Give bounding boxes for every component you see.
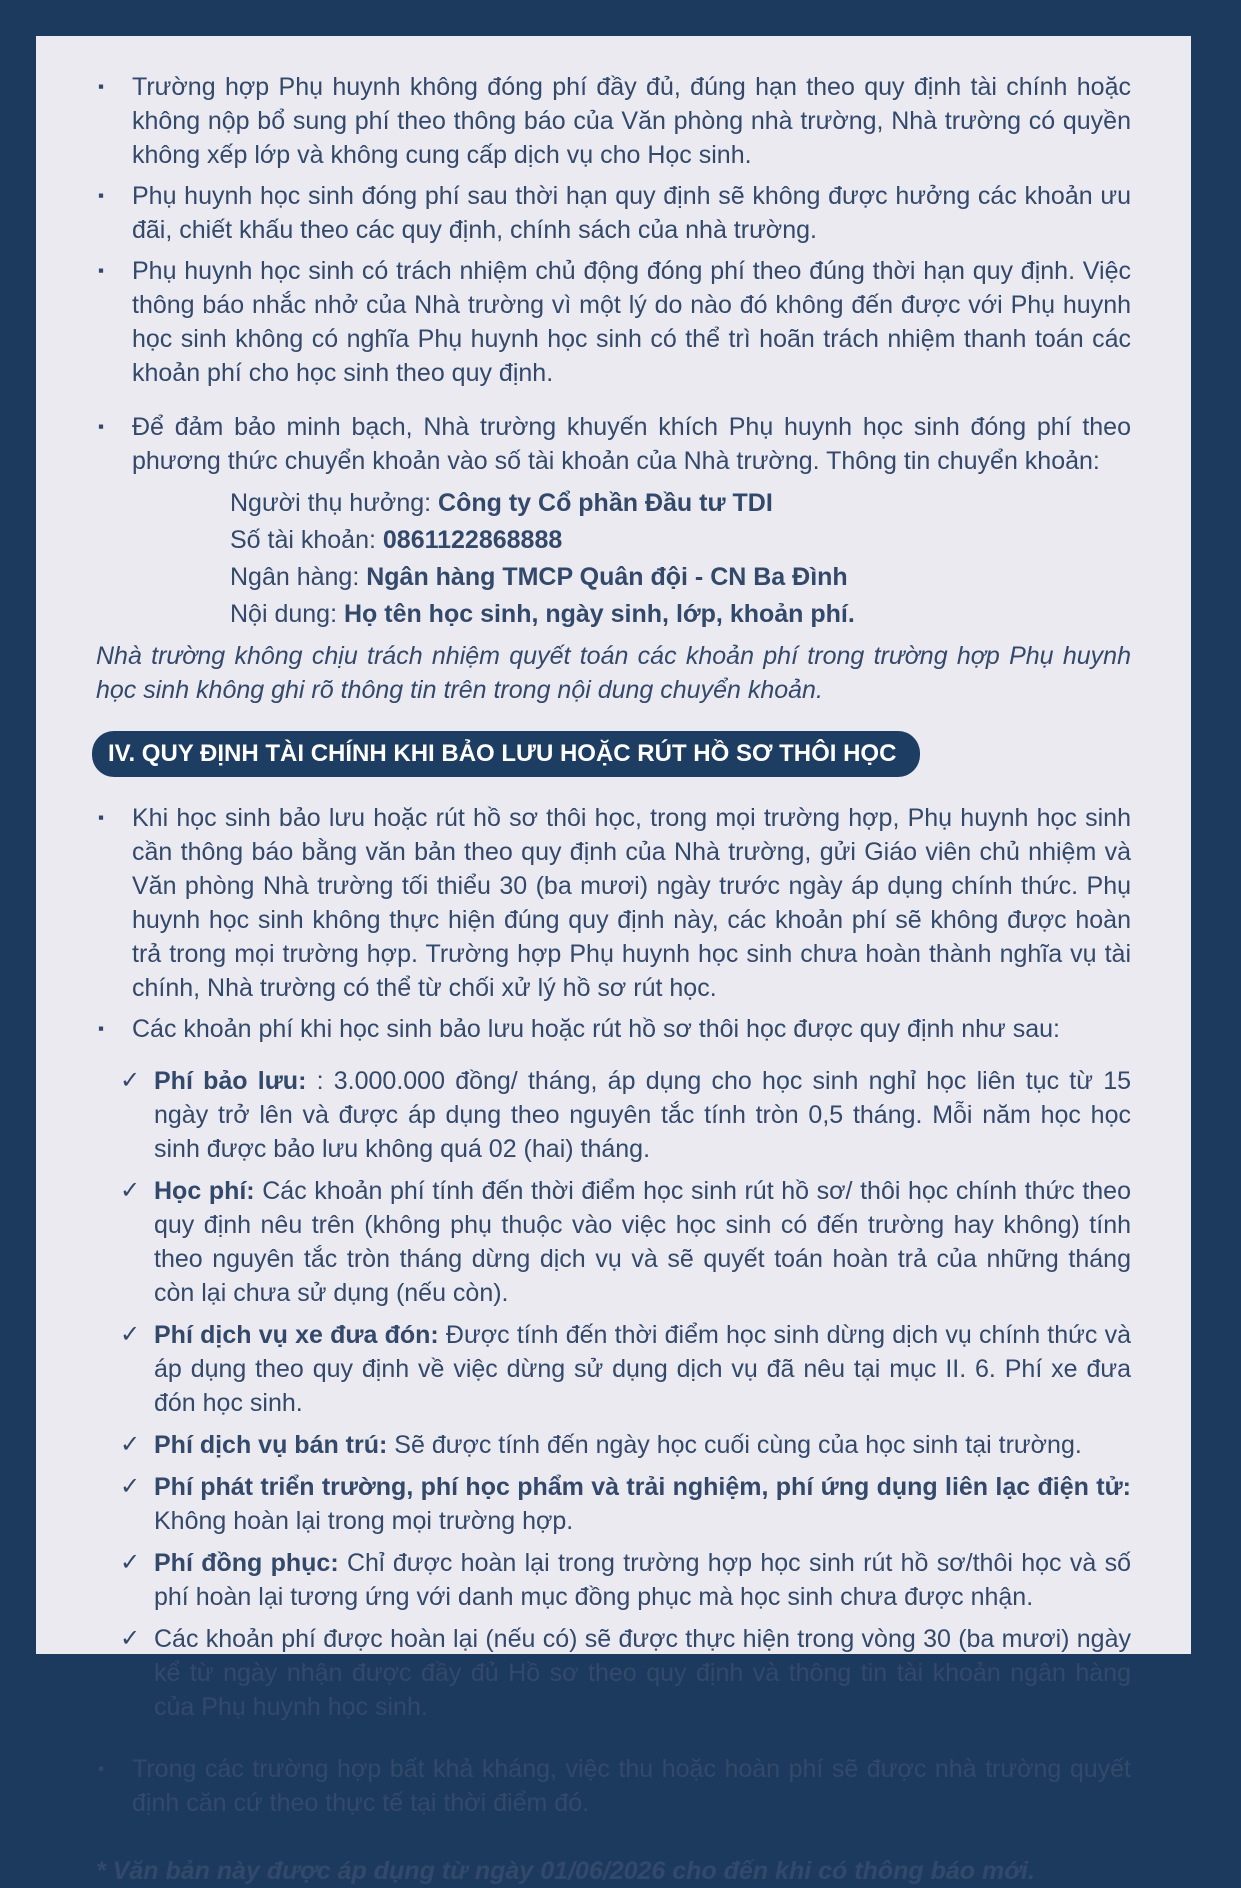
check-icon: ✓ — [120, 1625, 141, 1652]
force-majeure-note-list — [96, 1752, 1131, 1820]
list-item-text: Phụ huynh học sinh đóng phí sau thời hạn quy định sẽ không được hưởng các khoản ưu đãi, chiết khấu theo các quy định, chính sách của nhà trường. — [132, 182, 1131, 244]
transfer-line-value: 0861122868888 — [382, 526, 563, 554]
fee-item — [96, 1546, 1131, 1614]
transfer-line — [230, 522, 1131, 559]
fee-item — [96, 1470, 1131, 1538]
transfer-line-value: Ngân hàng TMCP Quân đội - CN Ba Đình — [366, 563, 848, 591]
check-icon: ✓ — [120, 1067, 141, 1094]
fee-item — [96, 1174, 1131, 1310]
fee-item — [96, 1428, 1131, 1462]
transfer-line-value: Công ty Cổ phần Đầu tư TDI — [438, 489, 773, 517]
fee-item-text: : 3.000.000 đồng/ tháng, áp dụng cho học sinh nghỉ học liên tục từ 15 ngày trở lên và được áp dụng theo nguyên tắc tính tròn 0,5 tháng. Mỗi năm học học sinh được bảo lưu không quá 02 (hai) tháng. — [154, 1067, 1131, 1163]
square-bullet-icon: ▪ — [98, 77, 105, 96]
list-item-text: Trường hợp Phụ huynh không đóng phí đầy đủ, đúng hạn theo quy định tài chính hoặc không nộp bổ sung phí theo thông báo của Văn phòng nhà trường, Nhà trường có quyền không xếp lớp và không cung cấp dịch vụ cho Học sinh. — [132, 73, 1131, 169]
check-icon: ✓ — [120, 1473, 141, 1500]
bank-transfer-info — [230, 485, 1131, 633]
transfer-line-value: Họ tên học sinh, ngày sinh, lớp, khoản phí. — [343, 600, 855, 628]
square-bullet-icon: ▪ — [98, 261, 105, 280]
list-item-text: Để đảm bảo minh bạch, Nhà trường khuyến khích Phụ huynh học sinh đóng phí theo phương thức chuyển khoản vào số tài khoản của Nhà trường. Thông tin chuyển khoản: — [132, 413, 1131, 475]
transfer-line — [230, 596, 1131, 633]
square-bullet-icon: ▪ — [98, 1019, 105, 1038]
section-header-badge — [92, 731, 920, 777]
fee-item-label: Phí bảo lưu: — [154, 1067, 307, 1095]
fee-item — [96, 1622, 1131, 1724]
list-item-text: Trong các trường hợp bất khả kháng, việc thu hoặc hoàn phí sẽ được nhà trường quyết định căn cứ theo thực tế tại thời điểm đó. — [132, 1755, 1131, 1817]
square-bullet-icon: ▪ — [98, 417, 105, 436]
fee-item-label: Học phí: — [154, 1177, 255, 1205]
effective-date-note: * Văn bản này được áp dụng từ ngày 01/06/2026 cho đến khi có thông báo mới. — [96, 1857, 1035, 1885]
fee-item-text: Không hoàn lại trong mọi trường hợp. — [154, 1507, 574, 1535]
fee-item-text: Các khoản phí được hoàn lại (nếu có) sẽ được thực hiện trong vòng 30 (ba mươi) ngày kể từ ngày nhận được đầy đủ Hồ sơ theo quy định và thông tin tài khoản ngân hàng của Phụ huynh học sinh. — [154, 1625, 1131, 1721]
fee-item-label: Phí đồng phục: — [154, 1549, 339, 1577]
withdrawal-rules-list — [96, 801, 1131, 1046]
transfer-disclaimer: Nhà trường không chịu trách nhiệm quyết toán các khoản phí trong trường hợp Phụ huynh học sinh không ghi rõ thông tin trên trong nội dung chuyển khoản. — [96, 642, 1131, 704]
fee-item-text: Chỉ được hoàn lại trong trường hợp học sinh rút hồ sơ/thôi học và số phí hoàn lại tương ứng với danh mục đồng phục mà học sinh chưa được nhận. — [154, 1549, 1131, 1611]
list-item — [96, 254, 1131, 390]
transfer-line-label: Số tài khoản: — [230, 526, 383, 554]
list-item — [96, 801, 1131, 1005]
payment-rules-list — [96, 70, 1131, 478]
section-header-title: IV. QUY ĐỊNH TÀI CHÍNH KHI BẢO LƯU HOẶC RÚT HỒ SƠ THÔI HỌC — [108, 740, 897, 767]
transfer-line-label: Ngân hàng: — [230, 563, 367, 591]
fee-item-label: Phí dịch vụ bán trú: — [154, 1431, 388, 1459]
transfer-line — [230, 559, 1131, 596]
fee-item-text: Sẽ được tính đến ngày học cuối cùng của học sinh tại trường. — [387, 1431, 1082, 1459]
list-item-text: Các khoản phí khi học sinh bảo lưu hoặc rút hồ sơ thôi học được quy định như sau: — [132, 1015, 1060, 1043]
list-item — [96, 179, 1131, 247]
transfer-line-label: Người thụ hưởng: — [230, 489, 439, 517]
document-page — [36, 36, 1191, 1885]
list-item-text: Khi học sinh bảo lưu hoặc rút hồ sơ thôi học, trong mọi trường hợp, Phụ huynh học sinh cần thông báo bằng văn bản theo quy định của Nhà trường, gửi Giáo viên chủ nhiệm và Văn phòng Nhà trường tối thiểu 30 (ba mươi) ngày trước ngày áp dụng chính thức. Phụ huynh học sinh không thực hiện đúng quy định này, các khoản phí sẽ không được hoàn trả trong mọi trường hợp. Trường hợp Phụ huynh học sinh chưa hoàn thành nghĩa vụ tài chính, Nhà trường có thể từ chối xử lý hồ sơ rút học. — [132, 804, 1131, 1002]
list-item-text: Phụ huynh học sinh có trách nhiệm chủ động đóng phí theo đúng thời hạn quy định. Việc thông báo nhắc nhở của Nhà trường vì một lý do nào đó không đến được với Phụ huynh học sinh không có nghĩa Phụ huynh học sinh có thể trì hoãn trách nhiệm thanh toán các khoản phí cho học sinh theo quy định. — [132, 257, 1131, 387]
list-item — [96, 1012, 1131, 1046]
check-icon: ✓ — [120, 1549, 141, 1576]
check-icon: ✓ — [120, 1321, 141, 1348]
fee-item-label: Phí dịch vụ xe đưa đón: — [154, 1321, 439, 1349]
transfer-line — [230, 485, 1131, 522]
list-item — [96, 1752, 1131, 1820]
fee-item — [96, 1318, 1131, 1420]
fee-item-text: Được tính đến thời điểm học sinh dừng dịch vụ chính thức và áp dụng theo quy định về việc dừng sử dụng dịch vụ đã nêu tại mục II. 6. Phí xe đưa đón học sinh. — [154, 1321, 1131, 1417]
square-bullet-icon: ▪ — [98, 808, 105, 827]
transfer-line-label: Nội dung: — [230, 600, 344, 628]
fee-item-text: Các khoản phí tính đến thời điểm học sinh rút hồ sơ/ thôi học chính thức theo quy định nêu trên (không phụ thuộc vào việc học sinh có đến trường hay không) tính theo nguyên tắc tròn tháng dừng dịch vụ và sẽ quyết toán hoàn trả của những tháng còn lại chưa sử dụng (nếu còn). — [154, 1177, 1131, 1307]
check-icon: ✓ — [120, 1177, 141, 1204]
fee-checklist — [96, 1064, 1131, 1724]
list-item — [96, 410, 1131, 478]
fee-item-label: Phí phát triển trường, phí học phẩm và trải nghiệm, phí ứng dụng liên lạc điện tử: — [154, 1473, 1131, 1501]
square-bullet-icon: ▪ — [98, 1759, 105, 1778]
check-icon: ✓ — [120, 1431, 141, 1458]
fee-item — [96, 1064, 1131, 1166]
list-item — [96, 70, 1131, 172]
square-bullet-icon: ▪ — [98, 186, 105, 205]
